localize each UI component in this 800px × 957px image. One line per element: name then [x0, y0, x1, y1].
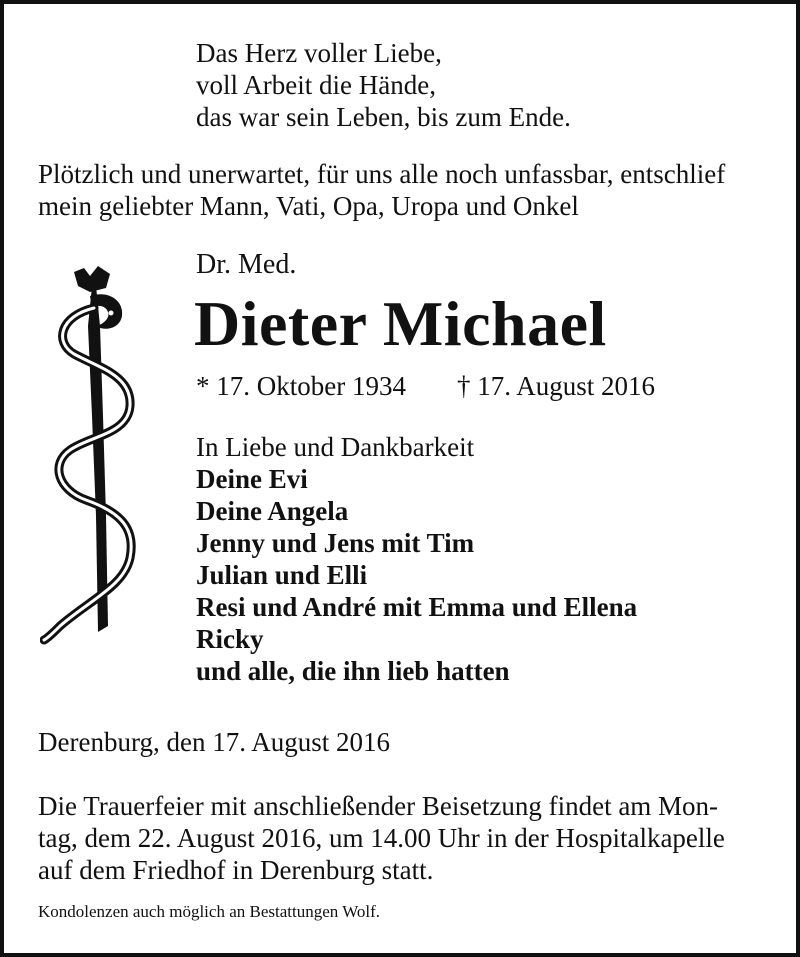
intro-line: Plötzlich und unerwartet, für uns alle noch unfassbar, entschlief [38, 159, 726, 189]
mourner: Deine Angela [196, 496, 349, 526]
mourner: Julian und Elli [196, 560, 368, 590]
birth-date: * 17. Oktober 1934 [196, 371, 406, 401]
poem-line: Das Herz voller Liebe, [196, 38, 442, 68]
mourners-list [196, 431, 637, 687]
mourner: Resi und André mit Emma und Ellena [196, 592, 638, 622]
poem-line: das war sein Leben, bis zum Ende. [196, 102, 571, 132]
mourner: Jenny und Jens mit Tim [196, 528, 475, 558]
ceremony-info [38, 790, 725, 886]
mourner: und alle, die ihn lieb hatten [196, 656, 510, 686]
ceremony-line: Die Trauerfeier mit anschließender Beisetzung findet am Mon- [38, 791, 719, 821]
mourners-intro: In Liebe und Dankbarkeit [196, 432, 475, 462]
intro-text [38, 158, 725, 222]
intro-line: mein geliebter Mann, Vati, Opa, Uropa und Onkel [38, 191, 579, 221]
poem-line: voll Arbeit die Hände, [196, 70, 436, 100]
deceased-name: Dieter Michael [194, 288, 607, 359]
condolences-note: Kondolenzen auch möglich an Bestattungen Wolf. [38, 902, 381, 921]
mourner: Deine Evi [196, 464, 308, 494]
poem [196, 37, 571, 133]
ceremony-line: auf dem Friedhof in Derenburg statt. [38, 855, 434, 885]
place-date: Derenburg, den 17. August 2016 [38, 727, 390, 757]
staff-of-asclepius-icon [40, 266, 140, 646]
death-date: † 17. August 2016 [457, 371, 656, 401]
mourner: Ricky [196, 624, 264, 654]
ceremony-line: tag, dem 22. August 2016, um 14.00 Uhr in der Hospitalkapelle [38, 823, 725, 853]
academic-title: Dr. Med. [196, 249, 297, 280]
